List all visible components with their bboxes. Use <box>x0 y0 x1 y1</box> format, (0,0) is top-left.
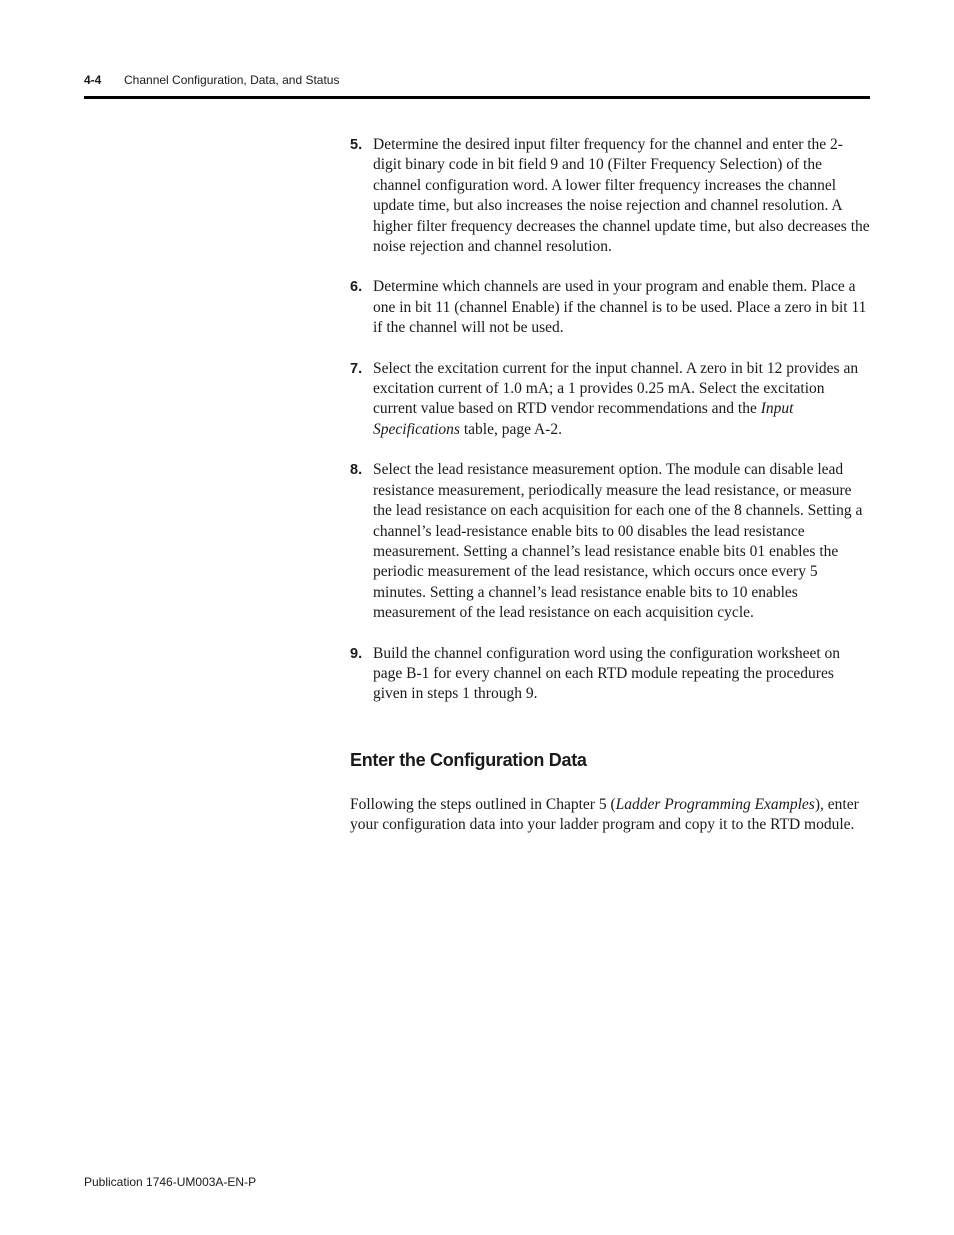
section-title: Enter the Configuration Data <box>350 749 587 770</box>
step-text: Build the channel configuration word using the configuration worksheet on page B-1 for every channel on each RTD module repeating the procedures given in steps 1 through 9. <box>373 644 841 703</box>
main-content <box>350 135 870 836</box>
page-number: 4-4 <box>84 73 102 87</box>
step-text: Select the lead resistance measurement option. The module can disable lead resistance measurement, periodically measure the lead resistance, or measure the lead resistance on each acquisition for each one of the 8 channels. Setting a channel’s lead-resistance enable bits to 00 disables the lead resistance measurement. Setting a channel’s lead resistance enable bits 01 enables the periodic measurement of the lead resistance, which occurs once every 5 minutes. Setting a channel’s lead resistance enable bits to 10 enables measurement of the lead resistance on each acquisition cycle. <box>373 461 863 622</box>
section-text-italic: Ladder Programming Examples <box>615 795 815 813</box>
step-text-before: Select the excitation current for the input channel. A zero in bit 12 provides an excitation current of 1.0 mA; a 1 provides 0.25 mA. Select the excitation current value based on RTD vendor recommendations and the <box>373 359 859 418</box>
step-5 <box>350 135 870 257</box>
page-header <box>84 72 870 88</box>
step-8 <box>350 460 870 623</box>
step-7 <box>350 359 870 441</box>
page-footer: Publication 1746-UM003A-EN-P <box>84 1175 257 1189</box>
step-text: Determine the desired input filter frequency for the channel and enter the 2-digit binary code in bit field 9 and 10 (Filter Frequency Selection) of the channel configuration word. A lower filter frequency increases the channel update time, but also increases the noise rejection and channel resolution. A higher filter frequency decreases the channel update time, but also decreases the noise rejection and channel resolution. <box>373 136 870 256</box>
running-title: Channel Configuration, Data, and Status <box>124 73 340 87</box>
step-6 <box>350 277 870 338</box>
step-9 <box>350 644 870 705</box>
header-rule <box>84 96 870 99</box>
step-text: Determine which channels are used in your program and enable them. Place a one in bit 11 (channel Enable) if the channel is to be used. Place a zero in bit 11 if the channel will not be used. <box>373 278 867 337</box>
section-paragraph <box>350 795 870 836</box>
step-text <box>373 359 870 441</box>
step-number: 9. <box>350 645 363 662</box>
step-number: 5. <box>350 137 363 153</box>
step-number: 6. <box>350 279 363 296</box>
section-text-after: ), enter your configuration data into your ladder program and copy it to the RTD module. <box>350 795 859 834</box>
step-text-italic: Input Specifications <box>373 400 794 438</box>
step-text-after: table, page A-2. <box>459 420 562 438</box>
section-text-before: Following the steps outlined in Chapter 5 ( <box>350 795 616 813</box>
step-number: 8. <box>350 462 363 479</box>
step-number: 7. <box>350 360 363 377</box>
